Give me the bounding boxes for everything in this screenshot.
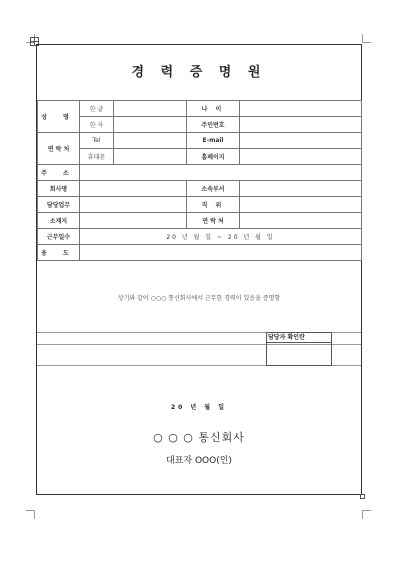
- email-label: E-mail: [187, 133, 240, 149]
- name-label: 성 명: [38, 101, 80, 133]
- document-title: 경 력 증 명 원: [131, 65, 267, 80]
- table-row: [38, 117, 362, 133]
- period-field[interactable]: 20 년 월 일 ~ 20 년 월 일: [80, 229, 362, 245]
- object-end-marker: [360, 494, 365, 499]
- table-row: [38, 181, 362, 197]
- hanja-name-label: 한 자: [80, 117, 114, 133]
- address-label: 주 소: [38, 165, 80, 181]
- duty-field[interactable]: [80, 197, 187, 213]
- homepage-field[interactable]: [240, 149, 362, 165]
- resident-number-field[interactable]: [240, 117, 362, 133]
- company-field[interactable]: [80, 181, 187, 197]
- korean-name-field[interactable]: [114, 101, 187, 117]
- korean-name-label: 한 글: [80, 101, 114, 117]
- mobile-label: 휴대폰: [80, 149, 114, 165]
- company-name: ○ ○ ○ 통신회사: [153, 431, 245, 444]
- period-label: 근무일수: [38, 229, 80, 245]
- mobile-field[interactable]: [114, 149, 187, 165]
- table-row: [38, 197, 362, 213]
- age-field[interactable]: [240, 101, 362, 117]
- table-row: [38, 133, 362, 149]
- position-label: 직 위: [187, 197, 240, 213]
- email-field[interactable]: [240, 133, 362, 149]
- age-label: 나 이: [187, 101, 240, 117]
- contact-label: 연 락 처: [38, 133, 80, 165]
- location-label: 소재지: [38, 213, 80, 229]
- department-label: 소속부서: [187, 181, 240, 197]
- company-contact-field[interactable]: [240, 213, 362, 229]
- department-field[interactable]: [240, 181, 362, 197]
- table-row: [38, 101, 362, 117]
- page-corner-mark: [26, 510, 35, 519]
- table-row: [38, 213, 362, 229]
- table-row: [38, 245, 362, 261]
- homepage-label: 홈페이지: [187, 149, 240, 165]
- tel-label: Tel: [80, 133, 114, 149]
- page-corner-mark: [362, 510, 371, 519]
- company-label: 회사명: [38, 181, 80, 197]
- hanja-name-field[interactable]: [114, 117, 187, 133]
- issue-date: 20 년 월 일: [170, 404, 227, 411]
- company-contact-label: 연 락 처: [187, 213, 240, 229]
- table-row: [38, 229, 362, 245]
- resident-number-label: 주민번호: [187, 117, 240, 133]
- purpose-label: 용 도: [38, 245, 80, 261]
- info-table: [37, 100, 362, 261]
- certification-statement: 상기와 같이 ○○○ 통신회사에서 근무한 경력이 있음을 증명함: [117, 295, 281, 302]
- tel-field[interactable]: [114, 133, 187, 149]
- manager-confirm-label: 담당자 확인란: [267, 333, 331, 343]
- purpose-field[interactable]: [80, 245, 362, 261]
- certificate-document: [36, 44, 362, 495]
- manager-confirm-box[interactable]: [266, 332, 332, 366]
- table-row: [38, 165, 362, 181]
- location-field[interactable]: [80, 213, 187, 229]
- ceo-signature-line: 대표자 OOO(인): [166, 456, 232, 466]
- duty-label: 담당업무: [38, 197, 80, 213]
- address-field[interactable]: [80, 165, 362, 181]
- page-corner-mark: [362, 34, 371, 43]
- position-field[interactable]: [240, 197, 362, 213]
- table-row: [38, 149, 362, 165]
